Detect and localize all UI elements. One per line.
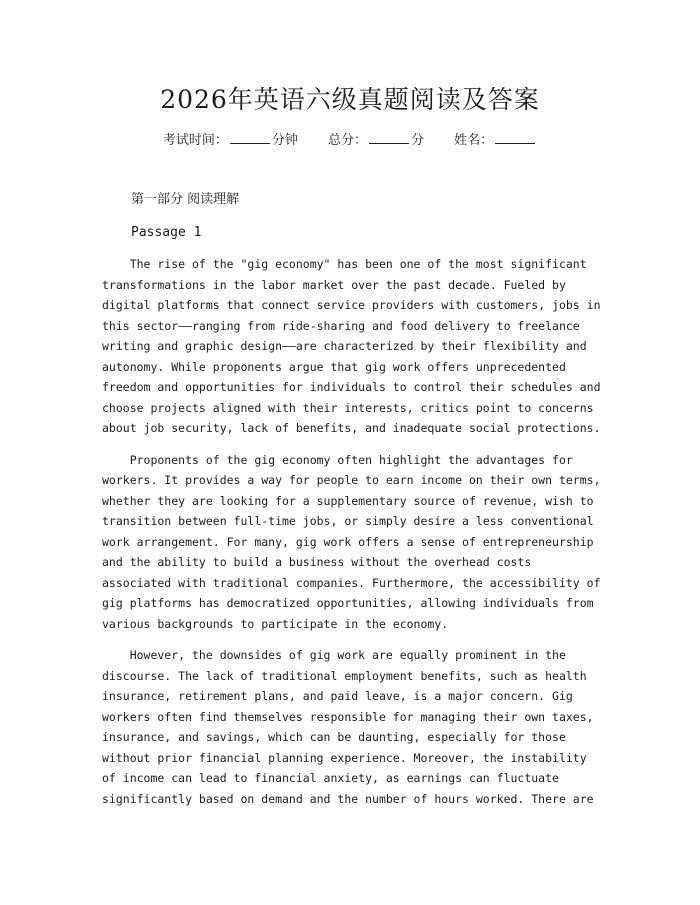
text-line: and the ability to build a business without the overhead costs (102, 555, 532, 569)
total-score-label: 总分： (327, 133, 367, 148)
paragraph (102, 450, 602, 635)
text-line: Proponents of the gig economy often highlight the advantages for (102, 452, 573, 467)
text-line: digital platforms that connect service providers with customers, jobs in (102, 298, 601, 312)
student-name-label: 姓名： (454, 133, 494, 148)
text-line: various backgrounds to participate in the economy. (102, 616, 449, 631)
exam-time-unit: 分钟 (271, 133, 298, 148)
exam-info-row (0, 130, 700, 152)
text-line: transition between full-time jobs, or simply desire a less conventional (102, 514, 594, 528)
exam-time-blank (230, 131, 270, 144)
text-line: transformations in the labor market over the past decade. Fueled by (102, 277, 566, 292)
document-title: 2026年英语六级真题阅读及答案 (160, 85, 540, 114)
paragraph (102, 645, 602, 809)
text-line: whether they are looking for a supplementary source of revenue, wish to (102, 493, 594, 508)
text-line: writing and graphic design——are characterized by their flexibility and (102, 339, 587, 353)
passage-body (102, 254, 602, 820)
text-line: choose projects aligned with their interests, critics point to concerns (102, 400, 594, 415)
text-line: discourse. The lack of traditional employment benefits, such as health (102, 668, 587, 683)
total-score-field (328, 130, 424, 152)
text-line: significantly based on demand and the number of hours worked. There are (102, 791, 594, 806)
text-line: freedom and opportunities for individuals to control their schedules and (102, 380, 601, 394)
text-line: of income can lead to financial anxiety, as earnings can fluctuate (102, 771, 559, 785)
text-line: insurance, and savings, which can be daunting, especially for those (102, 730, 566, 744)
total-score-unit: 分 (411, 133, 425, 148)
exam-time-label: 考试时间： (162, 133, 228, 148)
text-line: insurance, retirement plans, and paid leave, is a major concern. Gig (102, 689, 573, 703)
text-line: without prior financial planning experience. Moreover, the instability (102, 750, 587, 765)
text-line: work arrangement. For many, gig work offers a sense of entrepreneurship (102, 534, 594, 549)
passage-label: Passage 1 (131, 225, 202, 240)
text-line: about job security, lack of benefits, and inadequate social protections. (102, 421, 601, 435)
text-line: autonomy. While proponents argue that gig work offers unprecedented (102, 359, 566, 374)
text-line: this sector——ranging from ride-sharing and food delivery to freelance (102, 318, 580, 333)
text-line: associated with traditional companies. Furthermore, the accessibility of (102, 575, 601, 590)
text-line: However, the downsides of gig work are equally prominent in the (102, 648, 566, 662)
text-line: gig platforms has democratized opportunities, allowing individuals from (102, 596, 594, 610)
student-name-field (454, 130, 537, 152)
total-score-blank (369, 131, 409, 144)
text-line: workers. It provides a way for people to earn income on their own terms, (102, 473, 601, 487)
section-heading: 第一部分 阅读理解 (131, 192, 240, 207)
exam-time-field (163, 130, 298, 152)
text-line: workers often find themselves responsible for managing their own taxes, (102, 709, 594, 724)
text-line: The rise of the "gig economy" has been one of the most significant (102, 257, 587, 271)
paragraph (102, 254, 602, 439)
student-name-blank (495, 131, 535, 144)
